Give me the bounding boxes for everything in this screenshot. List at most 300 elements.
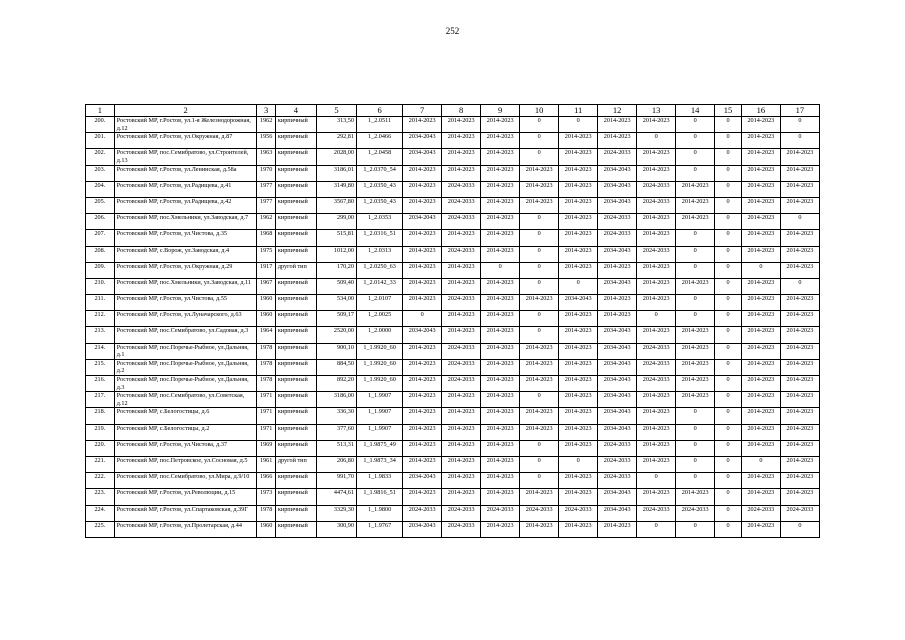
table-cell: 2014-2023 (559, 521, 598, 537)
table-cell: 2034-2043 (598, 359, 637, 375)
table-cell: 2034-2043 (598, 165, 637, 181)
table-cell: 0 (559, 278, 598, 294)
table-cell: 0 (715, 392, 742, 408)
table-cell: 2024-2033 (598, 149, 637, 165)
address-cell: Ростовский МР, пос.Семибратово, ул.Советская, д.12 (114, 392, 257, 408)
table-cell: 1964 (257, 327, 275, 343)
table-cell: 2014-2023 (780, 149, 819, 165)
address-cell: Ростовский МР, пос.Хмельники, ул.Заводская, д.11 (114, 278, 257, 294)
table-cell: 2014-2023 (403, 278, 442, 294)
table-cell: кирпичный (275, 295, 316, 311)
table-cell: 1_2.0142_33 (356, 278, 402, 294)
table-cell: 0 (780, 521, 819, 537)
address-cell: Ростовский МР, г.Ростов, ул.Революции, д.15 (114, 489, 257, 505)
table-cell: 2034-2043 (598, 197, 637, 213)
table-cell: 2014-2023 (676, 181, 715, 197)
table-cell: 2014-2023 (741, 197, 780, 213)
table-cell: другой тип (275, 262, 316, 278)
address-cell: Ростовский МР, г.Ростов, ул.Чистова, д.35 (114, 230, 257, 246)
table-cell: 1_1.9833 (356, 473, 402, 489)
row-number-cell: 214. (86, 343, 115, 359)
table-cell: 0 (715, 327, 742, 343)
table-cell: 2024-2033 (741, 505, 780, 521)
table-cell: 0 (715, 359, 742, 375)
table-cell: 1_2.0370_54 (356, 165, 402, 181)
table-cell: 2014-2023 (637, 327, 676, 343)
row-number-cell: 205. (86, 197, 115, 213)
table-cell: 0 (520, 133, 559, 149)
table-cell: 2014-2023 (481, 165, 520, 181)
table-cell: 0 (520, 246, 559, 262)
address-cell: Ростовский МР, пос.Поречье-Рыбное, ул.Дальняя, д.1 (114, 343, 257, 359)
table-cell: 2014-2023 (559, 440, 598, 456)
row-number-cell: 221. (86, 456, 115, 472)
table-cell: 0 (715, 149, 742, 165)
column-header: 17 (780, 105, 819, 117)
address-cell: Ростовский МР, с.Ворож, ул.Заводская, д.4 (114, 246, 257, 262)
table-cell: 509,17 (316, 311, 356, 327)
table-cell: 2014-2023 (403, 117, 442, 133)
table-cell: 1_1.9816_51 (356, 489, 402, 505)
table-cell: 2014-2023 (780, 230, 819, 246)
table-cell: 2014-2023 (520, 295, 559, 311)
column-header: 9 (481, 105, 520, 117)
table-cell: 2034-2043 (598, 392, 637, 408)
table-cell: 2014-2023 (780, 295, 819, 311)
table-row (86, 295, 820, 311)
table-cell: 2014-2023 (481, 133, 520, 149)
table-cell: 2014-2023 (559, 214, 598, 230)
table-row (86, 392, 820, 408)
table-cell: 2024-2033 (442, 295, 481, 311)
table-cell: 1012,00 (316, 246, 356, 262)
table-cell: 2014-2023 (403, 408, 442, 424)
table-cell: кирпичный (275, 424, 316, 440)
table-cell: 1_1.9920_60 (356, 359, 402, 375)
address-cell: Ростовский МР, пос.Семибратово, ул.Мира, д.9/10 (114, 473, 257, 489)
table-cell: 2014-2023 (637, 230, 676, 246)
table-cell: 0 (520, 278, 559, 294)
table-cell: 2014-2023 (780, 343, 819, 359)
table-cell: 2014-2023 (598, 295, 637, 311)
table-cell: 2014-2023 (559, 311, 598, 327)
table-cell: кирпичный (275, 521, 316, 537)
column-header: 1 (86, 105, 115, 117)
table-row (86, 149, 820, 165)
table-cell: 2014-2023 (559, 424, 598, 440)
table-cell: 2014-2023 (442, 117, 481, 133)
table-cell: 2014-2023 (481, 456, 520, 472)
table-cell: 1_1.9907 (356, 424, 402, 440)
table-row (86, 489, 820, 505)
table-cell: 0 (676, 424, 715, 440)
row-number-cell: 224. (86, 505, 115, 521)
table-cell: 1_2.0316_51 (356, 230, 402, 246)
table-cell: 1978 (257, 376, 275, 392)
table-cell: 2014-2023 (676, 278, 715, 294)
table-cell: 2014-2023 (741, 181, 780, 197)
table-cell: 2014-2023 (481, 376, 520, 392)
column-header: 16 (741, 105, 780, 117)
table-cell: 2014-2023 (676, 359, 715, 375)
address-cell: Ростовский МР, с.Белогостицы, д.6 (114, 408, 257, 424)
table-cell: 2014-2023 (559, 230, 598, 246)
table-cell: 2014-2023 (637, 489, 676, 505)
table-cell: 2014-2023 (403, 456, 442, 472)
table-cell: 0 (520, 440, 559, 456)
table-cell: кирпичный (275, 214, 316, 230)
table-cell: 2014-2023 (403, 230, 442, 246)
address-cell: Ростовский МР, г.Ростов, ул.Радищева, д.42 (114, 197, 257, 213)
table-row (86, 521, 820, 537)
table-cell: 336,30 (316, 408, 356, 424)
table-cell: 1971 (257, 392, 275, 408)
table-cell: 2014-2023 (559, 359, 598, 375)
table-cell: 2024-2033 (637, 181, 676, 197)
table-cell: 1977 (257, 197, 275, 213)
row-number-cell: 204. (86, 181, 115, 197)
table-row (86, 408, 820, 424)
table-cell: 0 (741, 456, 780, 472)
table-cell: 2014-2023 (559, 343, 598, 359)
column-header: 4 (275, 105, 316, 117)
table-row (86, 181, 820, 197)
table-cell: 2014-2023 (637, 392, 676, 408)
table-cell: 2034-2043 (559, 295, 598, 311)
address-cell: Ростовский МР, г.Ростов, ул.Ленинская, д.58а (114, 165, 257, 181)
table-cell: 0 (715, 262, 742, 278)
table-row (86, 117, 820, 133)
table-cell: кирпичный (275, 165, 316, 181)
table-cell: 2014-2023 (481, 343, 520, 359)
table-cell: 2024-2033 (442, 521, 481, 537)
table-cell: 206,80 (316, 456, 356, 472)
table-cell: 0 (715, 181, 742, 197)
address-cell: Ростовский МР, пос.Семибратово, ул.Садовая, д.3 (114, 327, 257, 343)
table-cell: 1969 (257, 440, 275, 456)
table-cell: 2014-2023 (780, 489, 819, 505)
row-number-cell: 210. (86, 278, 115, 294)
table-cell: 1978 (257, 505, 275, 521)
table-cell: 991,70 (316, 473, 356, 489)
table-cell: 2014-2023 (481, 214, 520, 230)
address-cell: Ростовский МР, пос.Семибратово, ул.Строителей, д.13 (114, 149, 257, 165)
table-cell: 300,90 (316, 521, 356, 537)
table-cell: 900,10 (316, 343, 356, 359)
row-number-cell: 200. (86, 117, 115, 133)
table-cell: 1_2.0466 (356, 133, 402, 149)
table-cell: 2520,00 (316, 327, 356, 343)
table-cell: 2014-2023 (442, 133, 481, 149)
table-cell: кирпичный (275, 327, 316, 343)
table-cell: 2014-2023 (780, 376, 819, 392)
table-cell: 2014-2023 (780, 262, 819, 278)
table-cell: 884,50 (316, 359, 356, 375)
table-cell: 0 (715, 295, 742, 311)
table-cell: 0 (676, 311, 715, 327)
table-cell: 2014-2023 (520, 489, 559, 505)
table-cell: 0 (403, 311, 442, 327)
table-cell: 2014-2023 (520, 408, 559, 424)
address-cell: Ростовский МР, пос.Поречье-Рыбное, ул.Дальняя, д.2 (114, 359, 257, 375)
table-cell: 0 (715, 424, 742, 440)
table-cell: 1970 (257, 165, 275, 181)
table-cell: 2014-2023 (403, 165, 442, 181)
table-cell: 2024-2033 (442, 181, 481, 197)
table-cell: 1_1.9875_49 (356, 440, 402, 456)
table-cell: 1968 (257, 230, 275, 246)
table-cell: 2014-2023 (403, 489, 442, 505)
column-header: 13 (637, 105, 676, 117)
table-cell: 0 (520, 117, 559, 133)
table-cell: 0 (676, 133, 715, 149)
table-cell: 0 (715, 246, 742, 262)
table-cell: 1963 (257, 149, 275, 165)
row-number-cell: 225. (86, 521, 115, 537)
table-cell: 2014-2023 (520, 521, 559, 537)
table-cell: 2014-2023 (741, 376, 780, 392)
table-cell: другой тип (275, 456, 316, 472)
table-cell: 2024-2033 (598, 214, 637, 230)
table-cell: 1_2.0458 (356, 149, 402, 165)
table-cell: 2014-2023 (403, 181, 442, 197)
table-cell: 2014-2023 (559, 262, 598, 278)
column-header: 12 (598, 105, 637, 117)
table-cell: кирпичный (275, 359, 316, 375)
table-row (86, 214, 820, 230)
table-cell: 2024-2033 (598, 440, 637, 456)
table-cell: 0 (715, 376, 742, 392)
table-cell: 2014-2023 (780, 311, 819, 327)
table-cell: 2024-2033 (442, 376, 481, 392)
table-cell: 0 (715, 521, 742, 537)
address-cell: Ростовский МР, пос.Поречье-Рыбное, ул.Дальняя, д.3 (114, 376, 257, 392)
table-cell: 2024-2033 (598, 456, 637, 472)
table-cell: 377,60 (316, 424, 356, 440)
table-cell: кирпичный (275, 230, 316, 246)
column-header: 6 (356, 105, 402, 117)
table-cell: 2014-2023 (481, 197, 520, 213)
table-cell: 0 (715, 473, 742, 489)
table-cell: 2014-2023 (559, 149, 598, 165)
table-row (86, 246, 820, 262)
table-cell: 1966 (257, 473, 275, 489)
row-number-cell: 218. (86, 408, 115, 424)
table-cell: 2014-2023 (442, 149, 481, 165)
table-cell: кирпичный (275, 133, 316, 149)
table-cell: 2014-2023 (741, 278, 780, 294)
table-cell: 3186,00 (316, 392, 356, 408)
table-cell: 2014-2023 (559, 408, 598, 424)
table-cell: 2014-2023 (559, 327, 598, 343)
table-cell: кирпичный (275, 376, 316, 392)
table-cell: 2024-2033 (598, 473, 637, 489)
address-cell: Ростовский МР, с.Белогостицы, д.2 (114, 424, 257, 440)
table-cell: 2014-2023 (559, 246, 598, 262)
table-cell: 2024-2033 (520, 505, 559, 521)
table-row (86, 197, 820, 213)
table-row (86, 376, 820, 392)
table-cell: 1967 (257, 278, 275, 294)
table-row (86, 278, 820, 294)
table-row (86, 133, 820, 149)
table-cell: 0 (715, 311, 742, 327)
table-cell: 2014-2023 (442, 311, 481, 327)
table-cell: 0 (715, 214, 742, 230)
table-cell: 1_1.9767 (356, 521, 402, 537)
table-cell: 1975 (257, 246, 275, 262)
table-cell: 2014-2023 (741, 473, 780, 489)
table-cell: 1_2.0000 (356, 327, 402, 343)
table-cell: 2014-2023 (520, 424, 559, 440)
table-cell: 0 (520, 456, 559, 472)
table-cell: кирпичный (275, 197, 316, 213)
table-cell: 2034-2043 (403, 521, 442, 537)
table-cell: 0 (715, 117, 742, 133)
table-cell: 2014-2023 (676, 392, 715, 408)
table-cell: 2014-2023 (741, 489, 780, 505)
table-cell: 2024-2033 (598, 230, 637, 246)
row-number-cell: 203. (86, 165, 115, 181)
table-cell: 2014-2023 (676, 197, 715, 213)
table-cell: 2014-2023 (559, 197, 598, 213)
address-cell: Ростовский МР, пос.Хмельники, ул.Заводская, д.7 (114, 214, 257, 230)
column-header: 8 (442, 105, 481, 117)
table-cell: 0 (676, 295, 715, 311)
table-cell: 2014-2023 (403, 424, 442, 440)
table-cell: 2024-2033 (637, 505, 676, 521)
table-cell: кирпичный (275, 117, 316, 133)
table-cell: 2034-2043 (403, 214, 442, 230)
table-cell: 2014-2023 (741, 230, 780, 246)
table-cell: 2014-2023 (403, 392, 442, 408)
table-cell: 2014-2023 (637, 214, 676, 230)
column-header: 15 (715, 105, 742, 117)
table-cell: 1_1.9920_60 (356, 376, 402, 392)
table-cell: 2014-2023 (403, 246, 442, 262)
table-cell: 1962 (257, 214, 275, 230)
table-cell: 0 (715, 489, 742, 505)
table-row (86, 473, 820, 489)
table-cell: 2014-2023 (481, 408, 520, 424)
table-cell: кирпичный (275, 440, 316, 456)
table-cell: 2024-2033 (442, 359, 481, 375)
table-cell: 2014-2023 (481, 246, 520, 262)
address-cell: Ростовский МР, пос.Петровское, ул.Сосновая, д.5 (114, 456, 257, 472)
table-cell: 2034-2043 (598, 343, 637, 359)
table-cell: 2034-2043 (598, 181, 637, 197)
table-cell: 1978 (257, 343, 275, 359)
table-cell: 2014-2023 (741, 214, 780, 230)
table-cell: 1_1.9907 (356, 392, 402, 408)
row-number-cell: 202. (86, 149, 115, 165)
table-cell: 292,81 (316, 133, 356, 149)
table-cell: 313,50 (316, 117, 356, 133)
table-cell: 2014-2023 (637, 295, 676, 311)
table-cell: 2014-2023 (780, 473, 819, 489)
table-cell: 1_2.0350_43 (356, 197, 402, 213)
table-cell: 2024-2033 (442, 246, 481, 262)
table-cell: 1_2.0350_43 (356, 181, 402, 197)
table-cell: 2014-2023 (598, 133, 637, 149)
table-cell: 0 (676, 230, 715, 246)
table-cell: 0 (676, 262, 715, 278)
table-cell: кирпичный (275, 311, 316, 327)
table-cell: 2014-2023 (403, 359, 442, 375)
table-cell: 2014-2023 (520, 165, 559, 181)
table-row (86, 311, 820, 327)
table-cell: 2014-2023 (481, 181, 520, 197)
table-cell: 0 (559, 456, 598, 472)
table-cell: 1960 (257, 295, 275, 311)
table-cell: 2034-2043 (598, 424, 637, 440)
table-cell: 2024-2033 (637, 359, 676, 375)
table-cell: 2014-2023 (403, 343, 442, 359)
table-cell: 2014-2023 (741, 424, 780, 440)
table-cell: 2024-2033 (637, 343, 676, 359)
table-cell: 2014-2023 (676, 327, 715, 343)
table-cell: 2014-2023 (559, 165, 598, 181)
table-cell: 0 (715, 343, 742, 359)
table-cell: 2014-2023 (481, 440, 520, 456)
table-cell: 2034-2043 (598, 408, 637, 424)
table-cell: 2034-2043 (598, 505, 637, 521)
table-cell: 2014-2023 (403, 262, 442, 278)
table-cell: кирпичный (275, 489, 316, 505)
table-cell: 2014-2023 (637, 408, 676, 424)
table-cell: 2014-2023 (676, 489, 715, 505)
table-cell: 0 (637, 133, 676, 149)
table-cell: 1_2.0313 (356, 246, 402, 262)
table-cell: 2034-2043 (403, 149, 442, 165)
table-cell: 0 (520, 392, 559, 408)
table-cell: 2014-2023 (741, 343, 780, 359)
table-body (86, 117, 820, 538)
table-cell: 0 (780, 133, 819, 149)
table-cell: 0 (676, 149, 715, 165)
row-number-cell: 222. (86, 473, 115, 489)
table-cell: 2014-2023 (637, 424, 676, 440)
table-cell: 3567,80 (316, 197, 356, 213)
table-cell: кирпичный (275, 149, 316, 165)
table-cell: 2014-2023 (520, 376, 559, 392)
table-cell: 2014-2023 (559, 376, 598, 392)
table-cell: 2014-2023 (442, 278, 481, 294)
table-cell: 0 (520, 149, 559, 165)
table-cell: 2014-2023 (741, 246, 780, 262)
table-cell: 892,20 (316, 376, 356, 392)
table-cell: 3329,30 (316, 505, 356, 521)
row-number-cell: 220. (86, 440, 115, 456)
table-cell: 2014-2023 (442, 440, 481, 456)
table-cell: 0 (715, 230, 742, 246)
table-cell: 1_2.0353 (356, 214, 402, 230)
address-cell: Ростовский МР, г.Ростов, ул.1-я Железнодорожная, д.12 (114, 117, 257, 133)
table-cell: кирпичный (275, 343, 316, 359)
table-cell: 1960 (257, 521, 275, 537)
table-cell: 0 (715, 133, 742, 149)
table-cell: 2014-2023 (559, 473, 598, 489)
column-header: 7 (403, 105, 442, 117)
table-cell: 2024-2033 (481, 505, 520, 521)
table-cell: 2014-2023 (481, 521, 520, 537)
table-cell: 2014-2023 (780, 440, 819, 456)
table-cell: 2024-2033 (442, 197, 481, 213)
table-cell: 2014-2023 (598, 311, 637, 327)
table-cell: 2034-2043 (403, 133, 442, 149)
table-row (86, 230, 820, 246)
table-cell: 1_2.0250_63 (356, 262, 402, 278)
